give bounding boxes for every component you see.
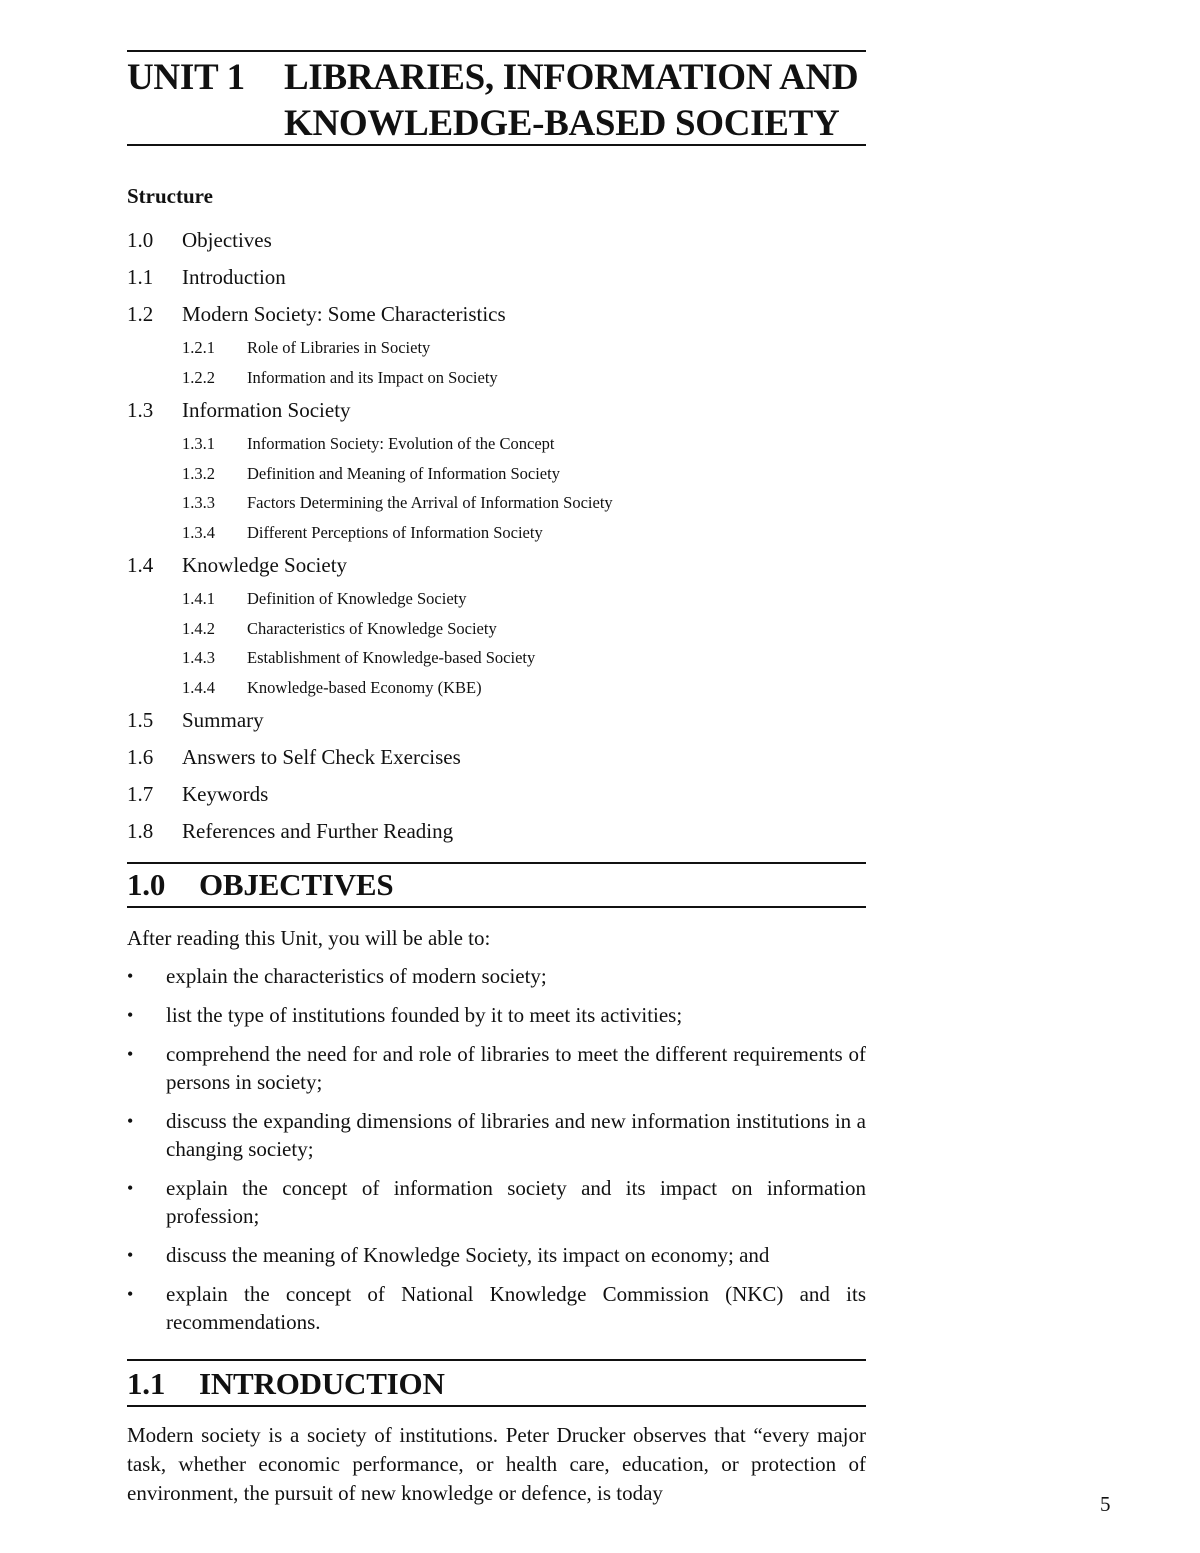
- toc-item: [127, 739, 866, 776]
- toc-item-text: Answers to Self Check Exercises: [182, 745, 461, 769]
- toc-item-number: 1.4.3: [182, 648, 215, 667]
- bullet-dot-icon: •: [127, 1178, 134, 1198]
- toc-subitem: [127, 363, 866, 393]
- toc-item-text: Knowledge Society: [182, 553, 348, 577]
- toc-item-number: 1.7: [127, 782, 154, 806]
- toc-subitem: [127, 488, 866, 518]
- objective-bullet: [127, 1174, 866, 1230]
- bullet-dot-icon: •: [127, 1284, 134, 1304]
- toc-item: [127, 776, 866, 813]
- toc-item-number: 1.2: [127, 302, 154, 326]
- objectives-number: 1.0: [127, 867, 166, 902]
- toc-subitem: [127, 518, 866, 548]
- toc-item-text: Keywords: [182, 782, 269, 806]
- toc-item-number: 1.3.4: [182, 522, 215, 542]
- bullet-dot-icon: •: [127, 1005, 134, 1025]
- page-number: 5: [1100, 1492, 1111, 1516]
- toc-item-text: Different Perceptions of Information Society: [247, 522, 543, 542]
- toc-item-number: 1.4.1: [182, 589, 215, 608]
- objective-text: explain the characteristics of modern society;: [166, 964, 547, 988]
- toc-item-number: 1.4: [127, 553, 154, 577]
- toc-item-text: Knowledge-based Economy (KBE): [247, 677, 482, 697]
- objectives-title: OBJECTIVES: [199, 867, 394, 902]
- objectives-intro: After reading this Unit, you will be able to:: [127, 926, 491, 950]
- objective-text: explain the concept of information society and its impact on information profession;: [166, 1176, 866, 1228]
- toc-item-number: 1.5: [127, 708, 154, 732]
- introduction-number: 1.1: [127, 1366, 166, 1401]
- objective-text: discuss the expanding dimensions of libraries and new information institutions in a changing society;: [166, 1109, 866, 1161]
- objective-bullet: [127, 1280, 866, 1336]
- objective-bullet: [127, 1241, 866, 1269]
- objective-text: discuss the meaning of Knowledge Society, its impact on economy; and: [166, 1243, 770, 1267]
- toc-item-number: 1.1: [127, 265, 154, 289]
- toc-item-text: Information Society: Evolution of the Concept: [247, 434, 555, 453]
- toc-item-number: 1.3.1: [182, 434, 215, 453]
- toc-subitem: [127, 643, 866, 673]
- objective-text: list the type of institutions founded by it to meet its activities;: [166, 1003, 683, 1027]
- toc-item-text: References and Further Reading: [182, 819, 454, 843]
- toc-item: [127, 547, 866, 584]
- toc-item-number: 1.2.1: [182, 338, 215, 357]
- toc-item-text: Establishment of Knowledge-based Society: [247, 648, 536, 667]
- toc-item-text: Modern Society: Some Characteristics: [182, 302, 506, 326]
- bullet-dot-icon: •: [127, 1245, 134, 1265]
- toc-item-text: Introduction: [182, 265, 286, 289]
- toc-item: [127, 392, 866, 429]
- toc-subitem: [127, 584, 866, 614]
- toc-subitem: [127, 614, 866, 644]
- objectives-top-rule: [127, 862, 866, 864]
- objective-bullet: [127, 1040, 866, 1096]
- objectives-bottom-rule: [127, 906, 866, 908]
- toc-item-number: 1.6: [127, 745, 154, 769]
- unit-title-line2: KNOWLEDGE-BASED SOCIETY: [284, 103, 840, 144]
- bullet-dot-icon: •: [127, 1111, 134, 1131]
- toc-subitem: [127, 459, 866, 489]
- introduction-title: INTRODUCTION: [199, 1366, 445, 1401]
- toc-item-number: 1.3: [127, 398, 154, 422]
- toc-item-text: Definition of Knowledge Society: [247, 589, 467, 608]
- bullet-dot-icon: •: [127, 966, 134, 986]
- unit-label: UNIT 1: [127, 57, 245, 98]
- toc-item-number: 1.3.3: [182, 493, 215, 512]
- toc-item-text: Summary: [182, 708, 264, 732]
- toc-item-number: 1.4.2: [182, 618, 215, 638]
- toc-item-text: Role of Libraries in Society: [247, 338, 431, 357]
- toc-item-number: 1.3.2: [182, 463, 215, 483]
- objective-bullet: [127, 1001, 866, 1029]
- introduction-bottom-rule: [127, 1405, 866, 1407]
- objectives-bullet-list: [127, 962, 866, 1347]
- toc-item-number: 1.4.4: [182, 677, 215, 697]
- toc-subitem: [127, 429, 866, 459]
- toc-subitem: [127, 673, 866, 703]
- toc-item-text: Information Society: [182, 398, 351, 422]
- toc-item-text: Information and its Impact on Society: [247, 367, 498, 387]
- objective-bullet: [127, 1107, 866, 1163]
- introduction-paragraph: Modern society is a society of institutions. Peter Drucker observes that “every major task, whether economic performance, or health care, education, or protection of environment, the pursuit of new knowledge or defence, is today: [127, 1423, 866, 1505]
- title-bottom-rule: [127, 144, 866, 146]
- unit-title-line1: LIBRARIES, INFORMATION AND: [284, 57, 859, 98]
- toc-item-number: 1.2.2: [182, 367, 215, 387]
- toc-item-number: 1.0: [127, 228, 154, 252]
- objective-text: comprehend the need for and role of libraries to meet the different requirements of persons in society;: [166, 1042, 866, 1094]
- toc-item: [127, 702, 866, 739]
- toc-item-text: Objectives: [182, 228, 272, 252]
- toc-item: [127, 813, 866, 850]
- toc-item: [127, 259, 866, 296]
- bullet-dot-icon: •: [127, 1044, 134, 1064]
- introduction-top-rule: [127, 1359, 866, 1361]
- objective-bullet: [127, 962, 866, 990]
- toc-item-text: Definition and Meaning of Information Society: [247, 463, 560, 483]
- toc-item-number: 1.8: [127, 819, 154, 843]
- structure-list: [127, 222, 866, 850]
- structure-heading: Structure: [127, 184, 213, 208]
- toc-item: [127, 222, 866, 259]
- toc-item-text: Factors Determining the Arrival of Information Society: [247, 493, 613, 512]
- toc-item-text: Characteristics of Knowledge Society: [247, 618, 497, 638]
- objective-text: explain the concept of National Knowledge Commission (NKC) and its recommendations.: [166, 1282, 866, 1334]
- toc-subitem: [127, 333, 866, 363]
- title-top-rule: [127, 50, 866, 52]
- toc-item: [127, 296, 866, 333]
